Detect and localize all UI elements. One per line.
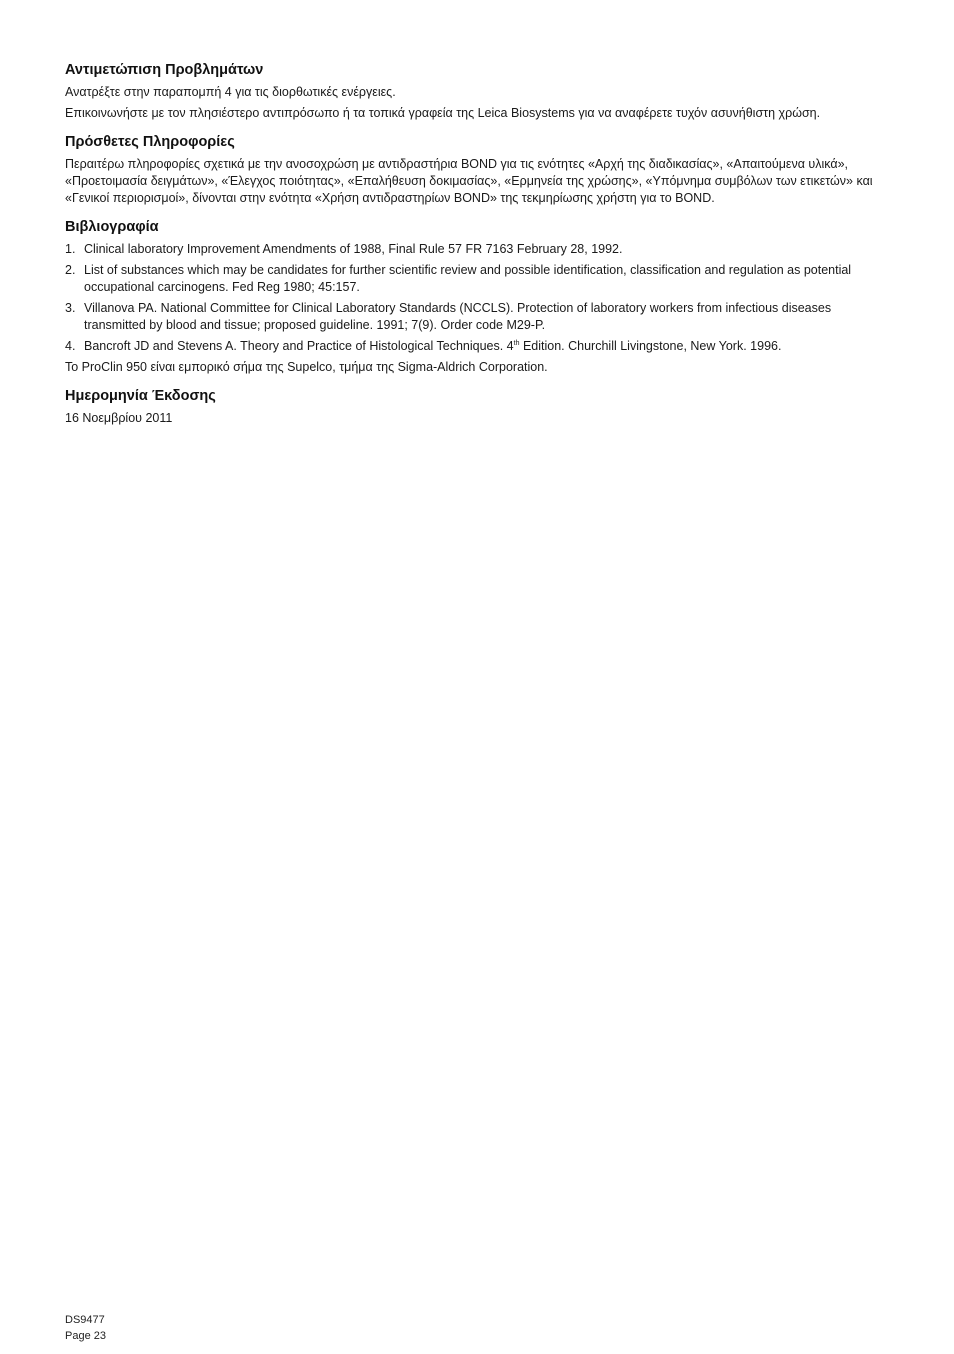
reference-item xyxy=(65,300,895,334)
troubleshooting-paragraph-2: Επικοινωνήστε με τον πλησιέστερο αντιπρόσωπο ή τα τοπικά γραφεία της Leica Biosystems για να αναφέρετε τυχόν ασυνήθιστη χρώση. xyxy=(65,106,821,120)
document-id: DS9477 xyxy=(65,1314,105,1326)
troubleshooting-section xyxy=(65,62,895,122)
reference-item xyxy=(65,338,895,355)
reference-text: Villanova PA. National Committee for Clinical Laboratory Standards (NCCLS). Protection of laboratory workers from infectious diseases transmitted by blood and tissue; proposed guideline. 1991; 7(9). Order code M29-P. xyxy=(84,301,832,332)
reference-list xyxy=(65,241,895,355)
troubleshooting-heading: Αντιμετώπιση Προβλημάτων xyxy=(65,62,264,78)
reference-text: List of substances which may be candidates for further scientific review and possible identification, classification and regulation as potential occupational carcinogens. Fed Reg 1980; 45:157. xyxy=(84,263,852,294)
reference-number: 2. xyxy=(65,263,76,277)
page-number: Page 23 xyxy=(65,1330,106,1342)
reference-item xyxy=(65,262,895,296)
issue-date-value: 16 Νοεμβρίου 2011 xyxy=(65,411,173,425)
reference-text-before: Bancroft JD and Stevens A. Theory and Practice of Histological Techniques. 4 xyxy=(84,339,514,353)
superscript-ordinal: th xyxy=(513,340,520,347)
trademark-note: Το ProClin 950 είναι εμπορικό σήμα της Supelco, τμήμα της Sigma-Aldrich Corporation. xyxy=(65,360,548,374)
page-footer xyxy=(65,1312,106,1344)
reference-text: Clinical laboratory Improvement Amendments of 1988, Final Rule 57 FR 7163 February 28, 1992. xyxy=(84,242,623,256)
additional-info-heading: Πρόσθετες Πληροφορίες xyxy=(65,134,235,150)
reference-number: 3. xyxy=(65,301,76,315)
issue-date-section xyxy=(65,388,895,427)
additional-info-section xyxy=(65,134,895,207)
bibliography-heading: Βιβλιογραφία xyxy=(65,219,159,235)
document-body xyxy=(65,62,895,439)
issue-date-heading: Ημερομηνία Έκδοσης xyxy=(65,388,216,404)
reference-number: 4. xyxy=(65,339,76,353)
reference-text-after: Edition. Churchill Livingstone, New York. 1996. xyxy=(519,339,782,353)
additional-info-paragraph: Περαιτέρω πληροφορίες σχετικά με την ανοσοχρώση με αντιδραστήρια BOND για τις ενότητες «Αρχή της διαδικασίας», «Απαιτούμενα υλικά», «Προετοιμασία δειγμάτων», «Έλεγχος ποιότητας», «Επαλήθευση δοκιμασίας», «Ερμηνεία της χρώσης», «Υπόμνημα συμβόλων των ετικετών» και «Γενικοί περιορισμοί», δίνονται στην ενότητα «Χρήση αντιδραστηρίων BOND» της τεκμηρίωσης χρήστη για το BOND. xyxy=(65,157,873,205)
reference-number: 1. xyxy=(65,242,76,256)
reference-item xyxy=(65,241,895,258)
bibliography-section xyxy=(65,219,895,376)
troubleshooting-paragraph-1: Ανατρέξτε στην παραπομπή 4 για τις διορθωτικές ενέργειες. xyxy=(65,85,396,99)
